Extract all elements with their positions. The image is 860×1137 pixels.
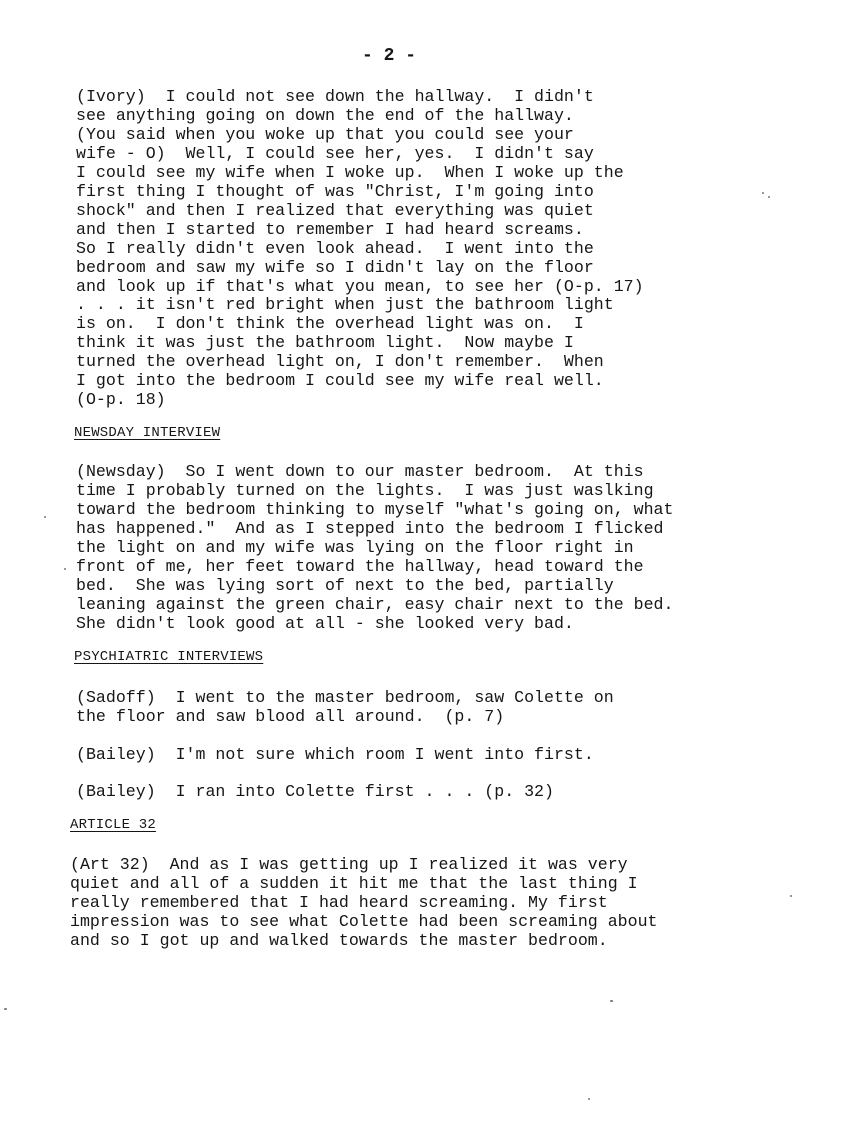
scan-speck [4,1008,7,1010]
scan-speck [768,196,770,198]
ivory-paragraph: (Ivory) I could not see down the hallway. I didn't see anything going on down the end of the hallway. (You said when you woke up that you could see your wife - O) Well, I could see her, yes. I didn't say I could see my wife when I woke up. When I woke up the first thing I thought of was "Christ, I'm going into shock" and then I realized that everything was quiet and then I started to remember I had heard screams. So I really didn't even look ahead. I went into the bedroom and saw my wife so I didn't lay on the floor and look up if that's what you mean, to see her (O-p. 17) . . . it isn't red bright when just the bathroom light is on. I don't think the overhead light was on. I think it was just the bathroom light. Now maybe I turned the overhead light on, I don't remember. When I got into the bedroom I could see my wife real well. (O-p. 18) [76,87,644,410]
bailey-paragraph-2: (Bailey) I ran into Colette first . . . (p. 32) [76,782,554,801]
bailey-paragraph-1: (Bailey) I'm not sure which room I went into first. [76,745,594,764]
article-heading: ARTICLE 32 [70,817,157,833]
newsday-paragraph: (Newsday) So I went down to our master bedroom. At this time I probably turned on the lights. I was just waslking toward the bedroom thinking to myself "what's going on, what has happened." And as I stepped into the bedroom I flicked the light on and my wife was lying on the floor right in front of me, her feet toward the hallway, head toward the bed. She was lying sort of next to the bed, partially leaning against the green chair, easy chair next to the bed. She didn't look good at all - she looked very bad. [76,462,674,633]
article-paragraph: (Art 32) And as I was getting up I realized it was very quiet and all of a sudden it hit me that the last thing I really remembered that I had heard screaming. My first impression was to see what Colette had been screaming about and so I got up and walked towards the master bedroom. [70,855,658,950]
scan-speck [64,568,66,570]
scan-speck [610,1000,613,1002]
scan-speck [44,516,46,518]
scan-speck [762,192,764,194]
page-number: - 2 - [362,46,417,66]
sadoff-paragraph: (Sadoff) I went to the master bedroom, saw Colette on the floor and saw blood all around. (p. 7) [76,688,614,726]
newsday-heading: NEWSDAY INTERVIEW [74,425,221,441]
psychiatric-heading: PSYCHIATRIC INTERVIEWS [74,649,264,665]
scan-speck [588,1098,590,1100]
scan-speck [790,895,792,897]
